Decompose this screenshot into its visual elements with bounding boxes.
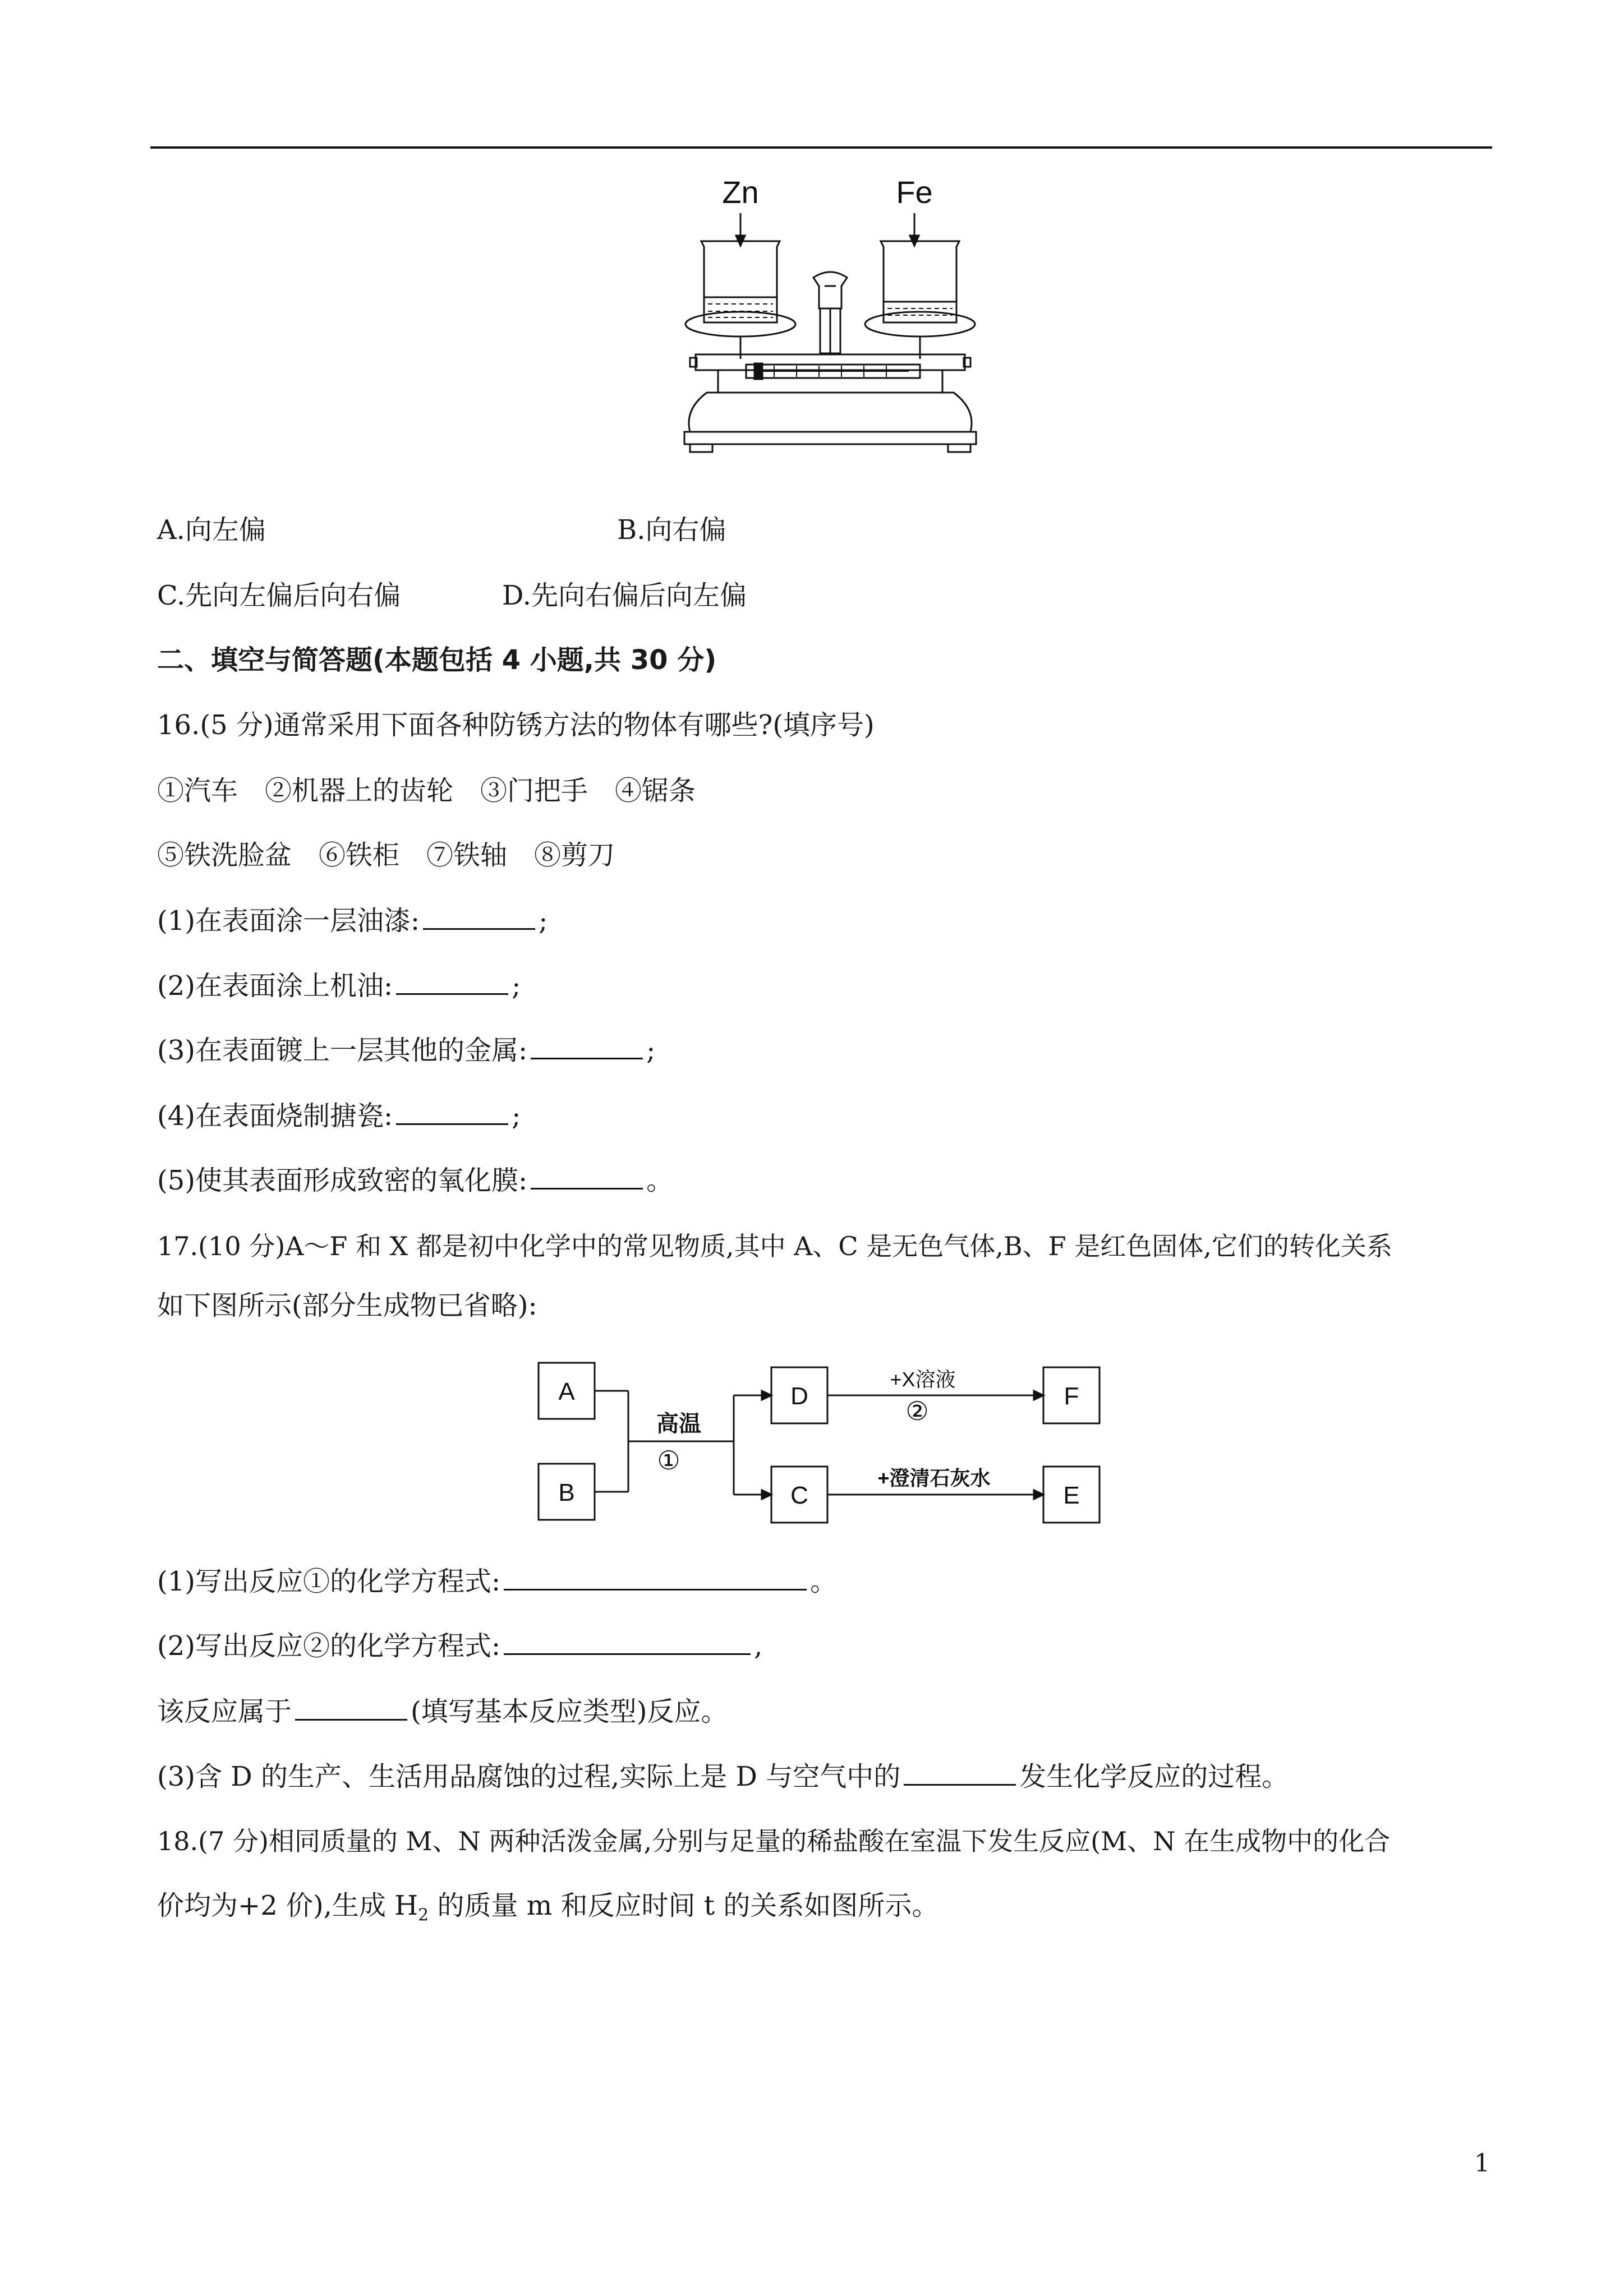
q18-stem-line1: 18.(7 分)相同质量的 M、N 两种活泼金属,分别与足量的稀盐酸在室温下发生反应(M、N 在生成物中的化合 xyxy=(157,1826,1391,1856)
cond1-label: 高温 xyxy=(656,1412,701,1436)
num2-label: ② xyxy=(905,1396,929,1426)
right-beaker xyxy=(881,241,959,322)
option-b: B.向右偏 xyxy=(617,514,726,546)
q16-sub3-end: ; xyxy=(646,1035,656,1066)
q16-sub1 xyxy=(157,904,548,938)
q17-sub3 xyxy=(157,1760,1289,1794)
balance-base xyxy=(684,370,976,452)
q16-sub5-end: 。 xyxy=(646,1165,674,1196)
q18-stem-line2-pre: 价均为+2 价),生成 H xyxy=(157,1890,418,1921)
q18-stem-line2-post: 的质量 m 和反应时间 t 的关系如图所示。 xyxy=(429,1890,939,1921)
q17-sub1 xyxy=(157,1565,837,1598)
cond2-label: +X溶液 xyxy=(890,1368,956,1391)
q16-sub4-end: ; xyxy=(512,1100,521,1132)
box-a-label: A xyxy=(558,1378,575,1405)
box-d-label: D xyxy=(790,1382,808,1410)
q17-stem-line2: 如下图所示(部分生成物已省略): xyxy=(157,1290,537,1321)
q16-sub2-end: ; xyxy=(512,970,521,1002)
option-d: D.先向右偏后向左偏 xyxy=(502,580,747,611)
left-beaker xyxy=(701,241,780,322)
q16-sub5 xyxy=(157,1164,673,1197)
q17-sub2-blank[interactable] xyxy=(504,1631,751,1655)
q16-items-row2: ⑤铁洗脸盆 ⑥铁柜 ⑦铁轴 ⑧剪刀 xyxy=(157,840,615,871)
cond3-label: +澄清石灰水 xyxy=(877,1467,991,1490)
reaction-flow-diagram xyxy=(533,1357,1116,1531)
fe-label: Fe xyxy=(896,174,933,210)
q16-sub2-blank[interactable] xyxy=(396,971,508,995)
option-c: C.先向左偏后向右偏 xyxy=(157,580,401,611)
q16-sub4-text: (4)在表面烧制搪瓷: xyxy=(157,1100,393,1132)
num1-label: ① xyxy=(657,1446,680,1475)
option-a: A.向左偏 xyxy=(157,514,266,546)
q16-sub4 xyxy=(157,1099,521,1133)
q17-sub2-line2-pre: 该反应属于 xyxy=(157,1696,292,1727)
q16-sub4-blank[interactable] xyxy=(396,1101,508,1125)
q17-sub1-blank[interactable] xyxy=(504,1566,807,1590)
q17-sub2-end: , xyxy=(754,1630,763,1662)
header-rule xyxy=(150,146,1492,149)
q17-sub2-line2-post: (填写基本反应类型)反应。 xyxy=(411,1696,728,1727)
q17-sub3-blank[interactable] xyxy=(904,1762,1016,1786)
zn-label: Zn xyxy=(722,174,759,210)
box-c-label: C xyxy=(790,1482,808,1509)
box-f-label: F xyxy=(1064,1382,1079,1410)
left-pan xyxy=(686,312,795,336)
page-number: 1 xyxy=(1474,2149,1490,2178)
q17-sub2-text: (2)写出反应②的化学方程式: xyxy=(157,1630,501,1662)
q17-sub3-post: 发生化学反应的过程。 xyxy=(1019,1761,1289,1792)
q16-sub2 xyxy=(157,969,521,1003)
q16-sub1-end: ; xyxy=(539,905,548,937)
q16-sub5-text: (5)使其表面形成致密的氧化膜: xyxy=(157,1165,528,1196)
q16-items-row1: ①汽车 ②机器上的齿轮 ③门把手 ④锯条 xyxy=(157,775,696,806)
balance-beam xyxy=(690,354,970,379)
section-heading: 二、填空与简答题(本题包括 4 小题,共 30 分) xyxy=(157,644,717,676)
q18-h2-subscript: 2 xyxy=(418,1905,429,1925)
q16-sub2-text: (2)在表面涂上机油: xyxy=(157,970,393,1002)
q16-sub3-text: (3)在表面镀上一层其他的金属: xyxy=(157,1035,528,1066)
q16-sub1-text: (1)在表面涂一层油漆: xyxy=(157,905,420,937)
q17-sub3-pre: (3)含 D 的生产、生活用品腐蚀的过程,实际上是 D 与空气中的 xyxy=(157,1761,901,1792)
q16-sub5-blank[interactable] xyxy=(531,1165,643,1190)
box-b-label: B xyxy=(558,1479,575,1506)
q16-sub1-blank[interactable] xyxy=(423,906,535,930)
balance-figure xyxy=(673,174,1010,477)
q17-sub2 xyxy=(157,1629,762,1663)
q17-sub2-type-blank[interactable] xyxy=(295,1696,407,1721)
q17-stem-line1: 17.(10 分)A～F 和 X 都是初中化学中的常见物质,其中 A、C 是无色气体,B、F 是红色固体,它们的转化关系 xyxy=(157,1231,1392,1261)
q18-stem-line2 xyxy=(157,1889,938,1933)
q17-sub1-end: 。 xyxy=(810,1566,838,1597)
q16-sub3 xyxy=(157,1034,655,1067)
pointer-column xyxy=(813,272,847,353)
q16-stem: 16.(5 分)通常采用下面各种防锈方法的物体有哪些?(填序号) xyxy=(157,709,875,741)
q17-sub2-line2 xyxy=(157,1695,728,1728)
q17-sub1-text: (1)写出反应①的化学方程式: xyxy=(157,1566,501,1597)
q16-sub3-blank[interactable] xyxy=(531,1035,643,1059)
box-e-label: E xyxy=(1063,1482,1080,1509)
